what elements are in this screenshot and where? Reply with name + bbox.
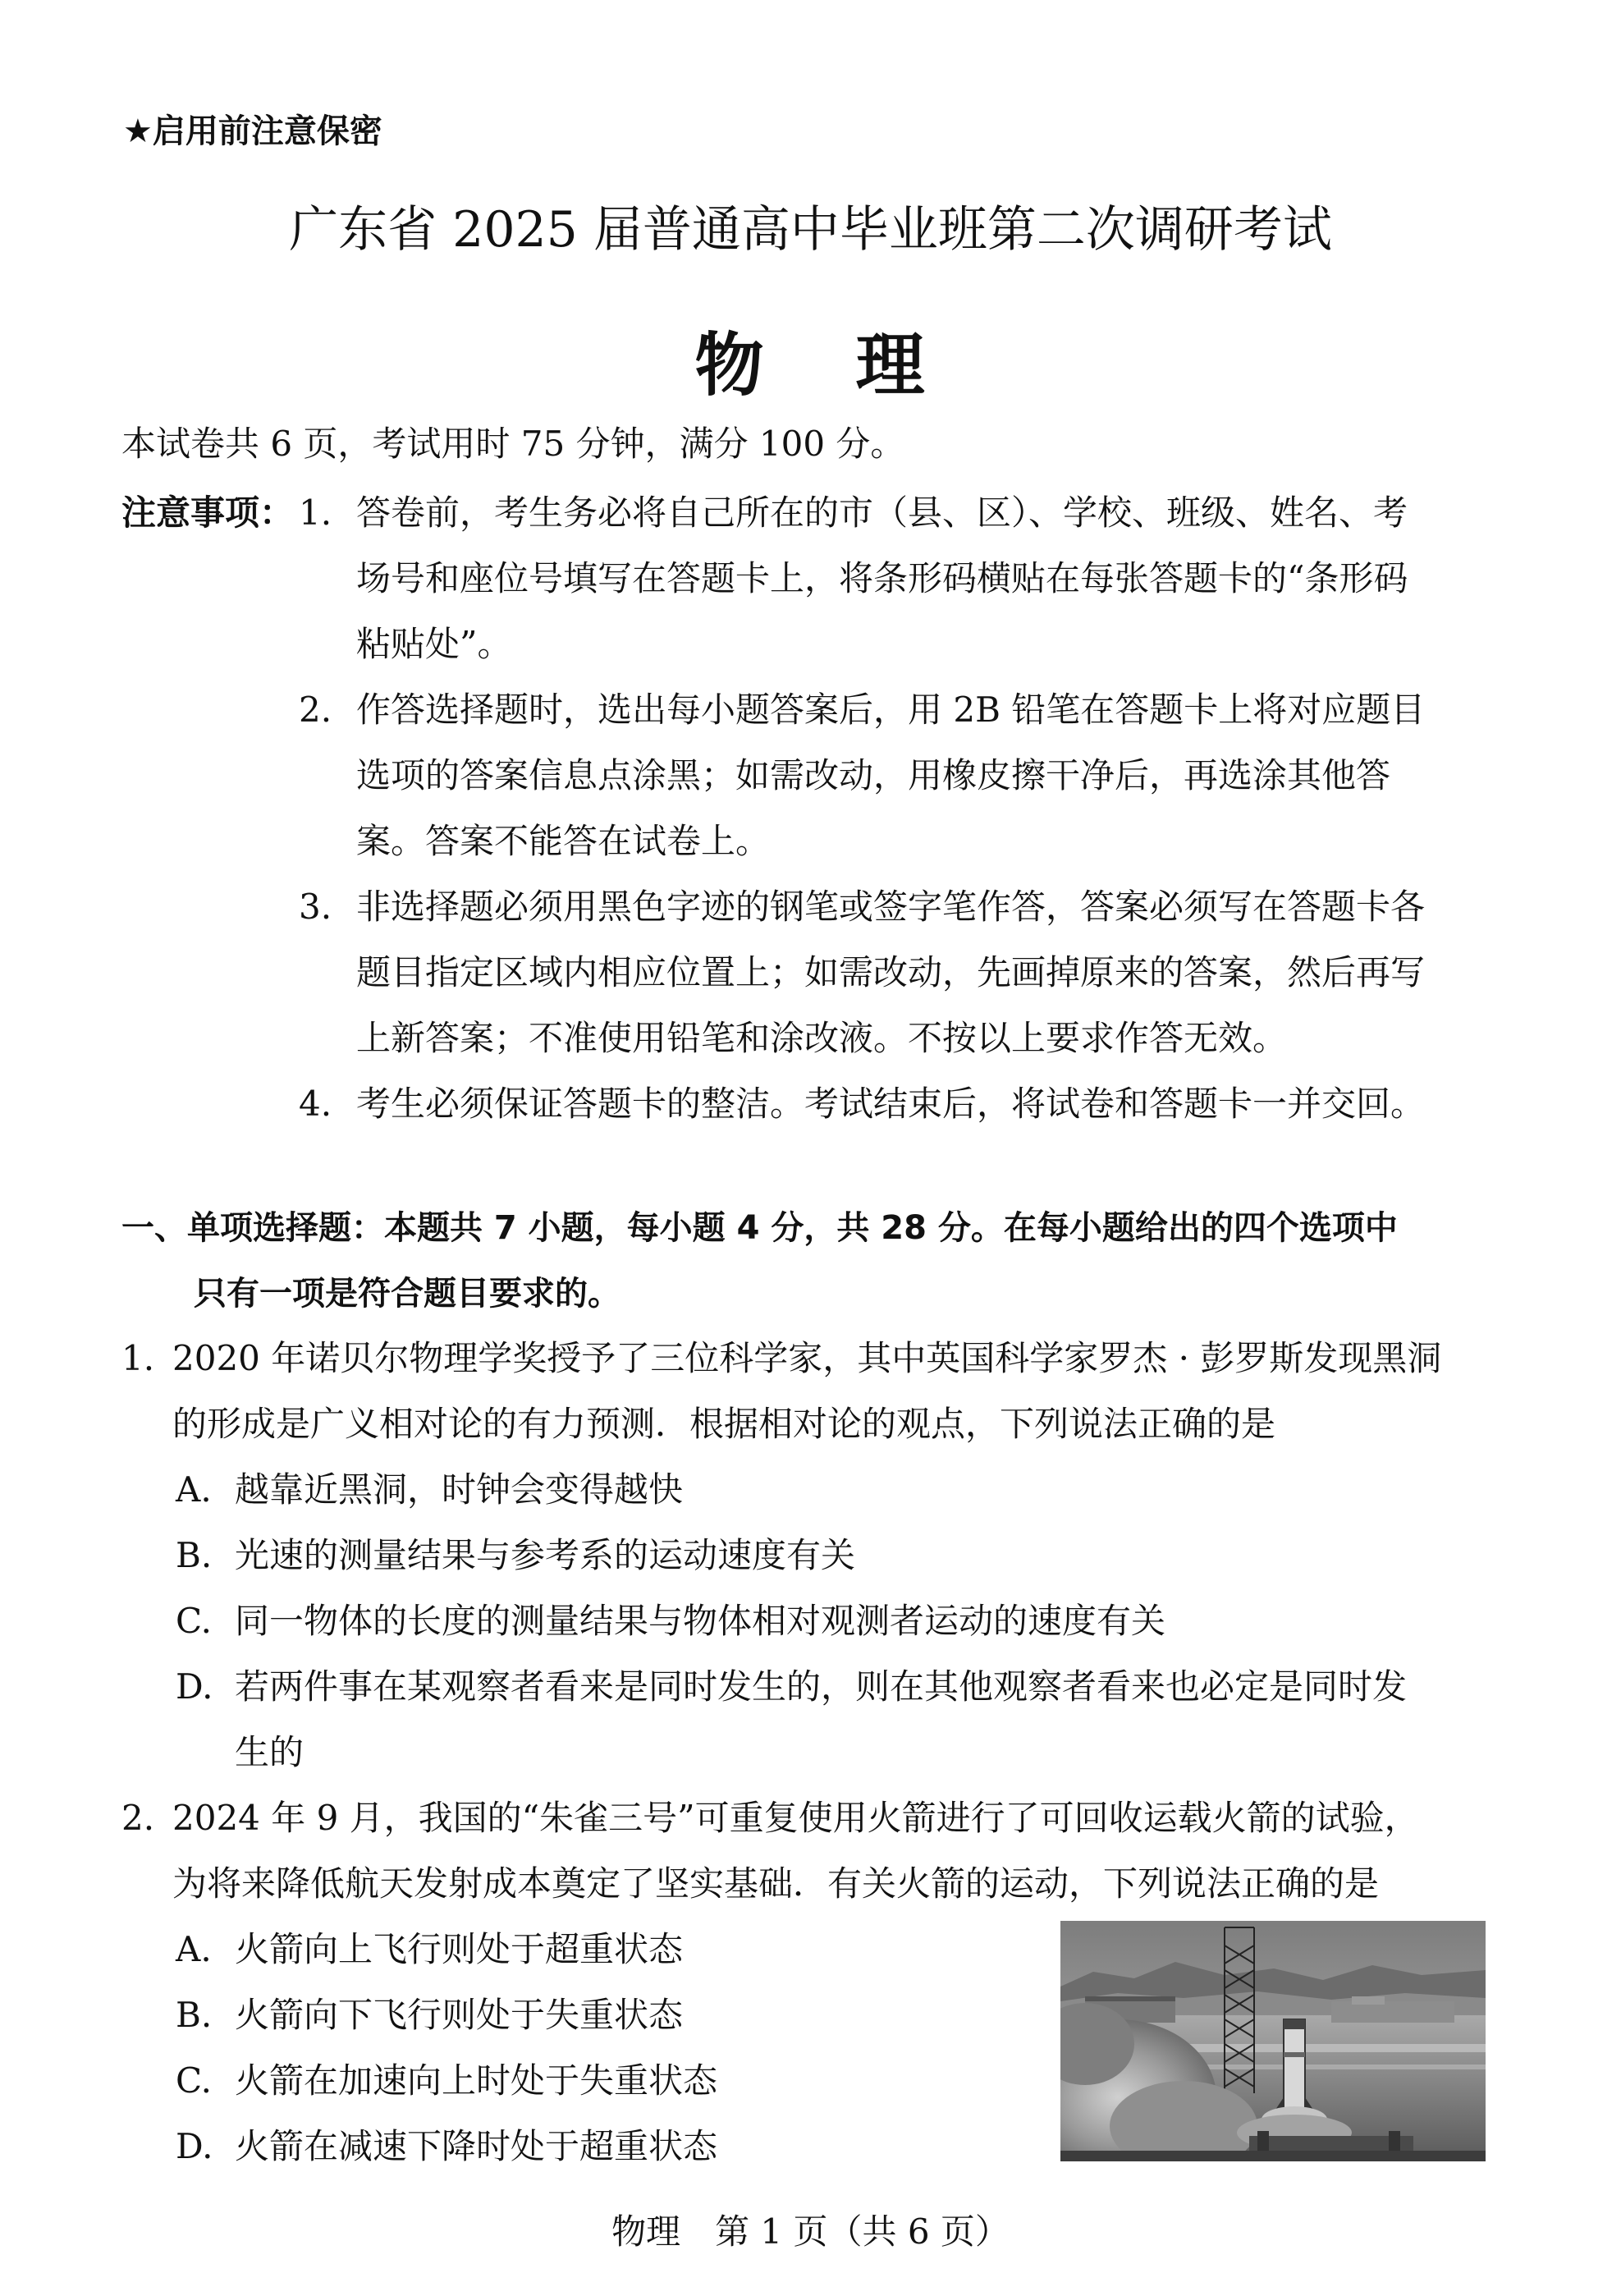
q1-stem-line-2: 的形成是广义相对论的有力预测．根据相对论的观点，下列说法正确的是 [172, 1404, 1276, 1444]
note-3-line-1: 非选择题必须用黑色字迹的钢笔或签字笔作答，答案必须写在答题卡各 [356, 887, 1426, 927]
q1-option-a-text: 越靠近黑洞，时钟会变得越快 [235, 1469, 684, 1510]
note-3-line-2: 题目指定区域内相应位置上；如需改动，先画掉原来的答案，然后再写 [356, 952, 1426, 992]
q2-option-d-text: 火箭在减速下降时处于超重状态 [235, 2126, 718, 2166]
section-1-heading-line-2: 只有一项是符合题目要求的。 [194, 1275, 620, 1313]
q1-option-d-line-1: 若两件事在某观察者看来是同时发生的，则在其他观察者看来也必定是同时发 [235, 1666, 1408, 1707]
section-1-heading-line-1: 一、单项选择题：本题共 7 小题，每小题 4 分，共 28 分。在每小题给出的四个选项中 [121, 1209, 1398, 1247]
subject-char-1: 物 [694, 325, 766, 406]
q2-option-b-text: 火箭向下飞行则处于失重状态 [235, 1995, 684, 2035]
q1-option-c-text: 同一物体的长度的测量结果与物体相对观测者运动的速度有关 [235, 1601, 1166, 1641]
exam-intro: 本试卷共 6 页，考试用时 75 分钟，满分 100 分。 [121, 424, 905, 464]
q1-option-b-letter: B. [176, 1535, 213, 1575]
note-1-line-1: 答卷前，考生务必将自己所在的市（县、区）、学校、班级、姓名、考 [356, 493, 1408, 533]
exam-title: 广东省 2025 届普通高中毕业班第二次调研考试 [289, 201, 1332, 259]
rocket-photo-graphic [1060, 1921, 1486, 2161]
note-2-line-2: 选项的答案信息点涂黑；如需改动，用橡皮擦干净后，再选涂其他答 [356, 755, 1391, 795]
q2-option-d-letter: D. [176, 2126, 213, 2166]
q2-stem-line-1: 2024 年 9 月，我国的“朱雀三号”可重复使用火箭进行了可回收运载火箭的试验， [172, 1798, 1419, 1838]
note-3-number: 3. [299, 887, 332, 927]
q2-option-a-letter: A. [176, 1929, 212, 1969]
note-4-line-1: 考生必须保证答题卡的整洁。考试结束后，将试卷和答题卡一并交回。 [356, 1084, 1426, 1124]
q1-number: 1. [121, 1338, 155, 1378]
q2-option-a-text: 火箭向上飞行则处于超重状态 [235, 1929, 684, 1969]
note-2-line-1: 作答选择题时，选出每小题答案后，用 2B 铅笔在答题卡上将对应题目 [356, 690, 1426, 730]
q1-option-b-text: 光速的测量结果与参考系的运动速度有关 [235, 1535, 856, 1575]
note-1-line-2: 场号和座位号填写在答题卡上，将条形码横贴在每张答题卡的“条形码 [356, 558, 1408, 598]
note-2-line-3: 案。答案不能答在试卷上。 [356, 821, 771, 861]
q1-option-d-line-2: 生的 [235, 1732, 305, 1772]
q2-option-b-letter: B. [176, 1995, 213, 2035]
q2-option-c-text: 火箭在加速向上时处于失重状态 [235, 2060, 718, 2101]
note-1-number: 1. [299, 493, 332, 533]
notes-label: 注意事项： [121, 493, 295, 533]
confidential-notice: ★启用前注意保密 [123, 112, 382, 150]
note-2-number: 2. [299, 690, 332, 730]
q2-option-c-letter: C. [176, 2060, 212, 2101]
q1-option-a-letter: A. [176, 1469, 212, 1510]
q1-option-d-letter: D. [176, 1666, 213, 1707]
page-footer: 物理 第 1 页（共 6 页） [611, 2211, 1010, 2252]
note-1-line-3: 粘贴处”。 [356, 624, 512, 664]
note-3-line-3: 上新答案；不准使用铅笔和涂改液。不按以上要求作答无效。 [356, 1018, 1288, 1058]
q2-stem-line-2: 为将来降低航天发射成本奠定了坚实基础．有关火箭的运动，下列说法正确的是 [172, 1863, 1380, 1904]
note-4-number: 4. [299, 1084, 332, 1124]
rocket-launch-photo [1060, 1921, 1486, 2161]
q2-number: 2. [121, 1798, 155, 1838]
q1-option-c-letter: C. [176, 1601, 212, 1641]
subject-char-2: 理 [855, 325, 927, 406]
q1-stem-line-1: 2020 年诺贝尔物理学奖授予了三位科学家，其中英国科学家罗杰 · 彭罗斯发现黑洞 [172, 1338, 1442, 1378]
subject-title [0, 310, 1621, 410]
